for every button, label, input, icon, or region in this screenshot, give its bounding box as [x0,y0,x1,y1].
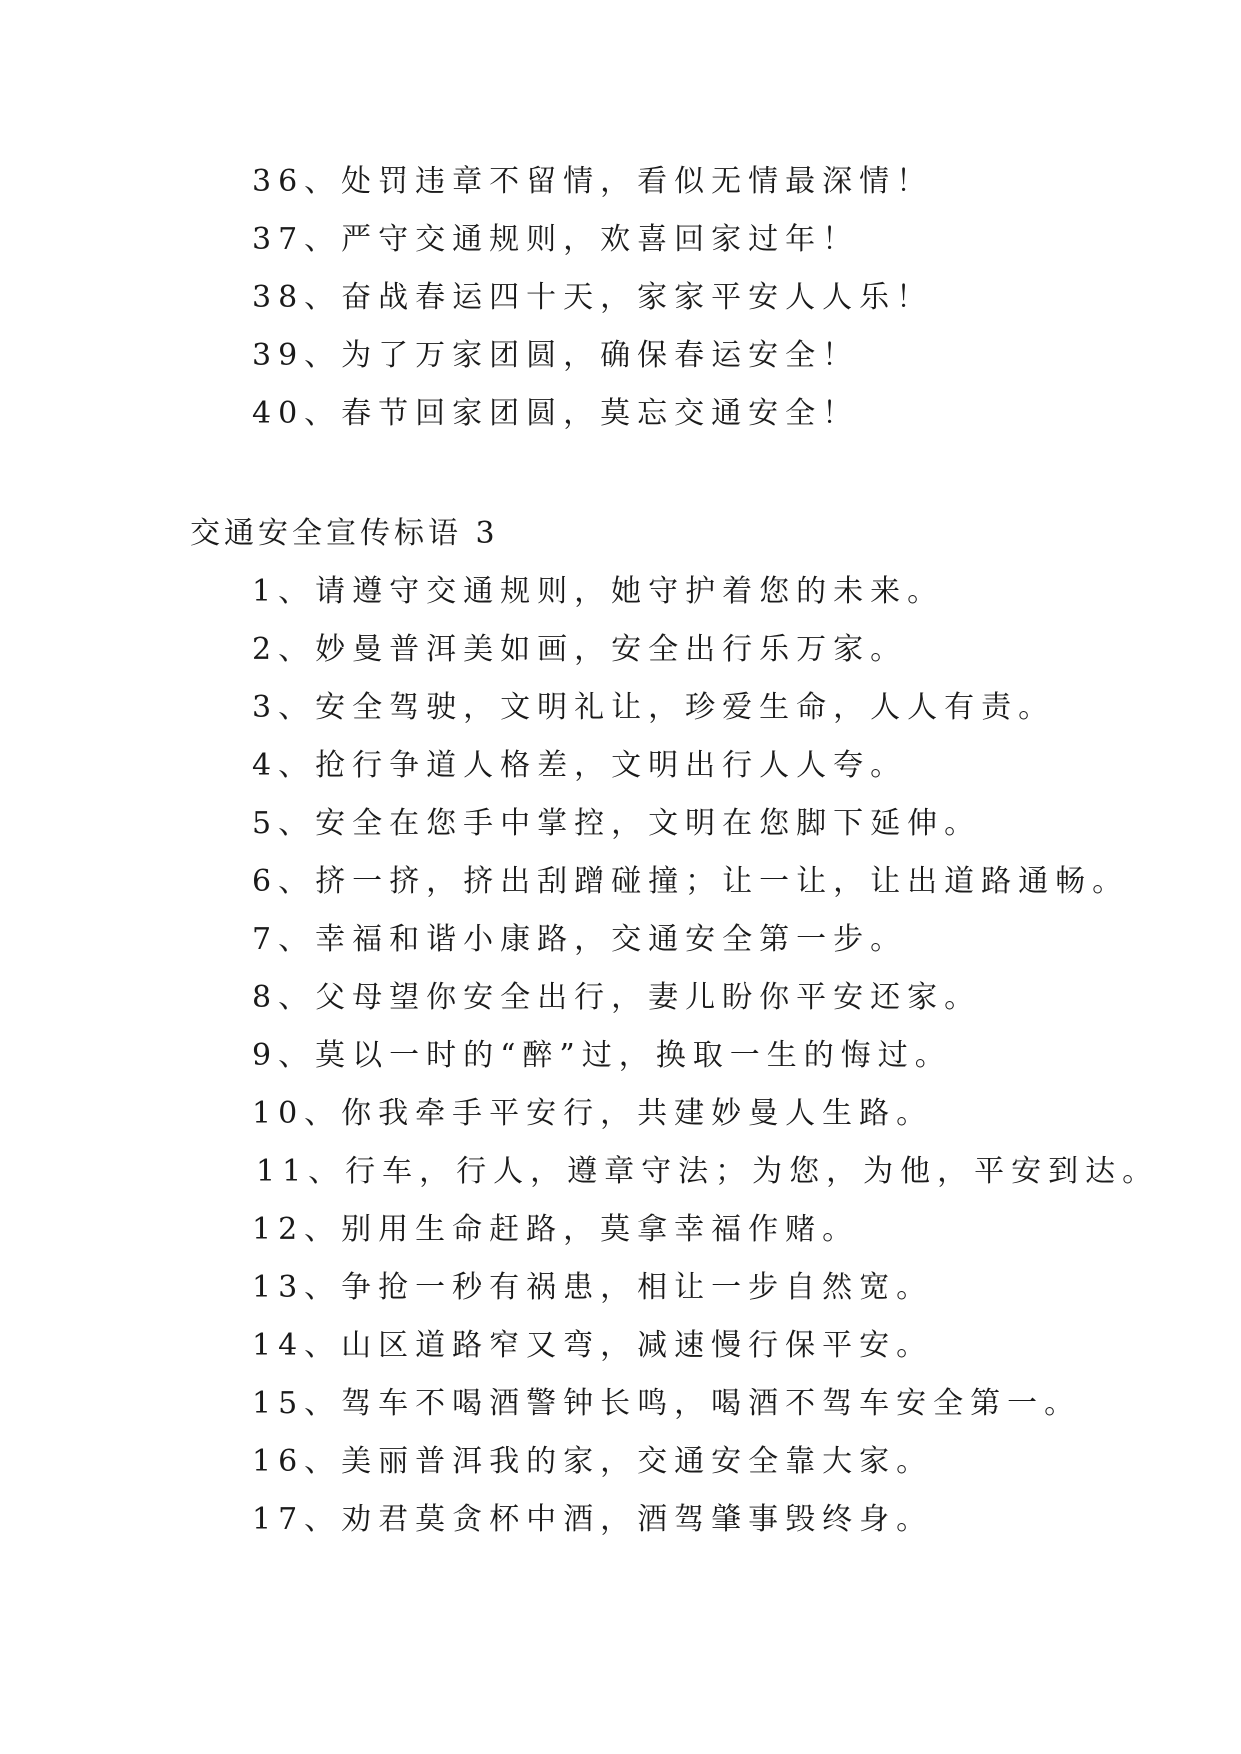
list-item: 39、为了万家团圆，确保春运安全！ [252,338,860,373]
list-item: 11、行车，行人，遵章守法；为您，为他，平安到达。 [256,1154,1160,1189]
list-item: 5、安全在您手中掌控，文明在您脚下延伸。 [252,806,982,841]
list-item: 10、你我牵手平安行，共建妙曼人生路。 [252,1096,934,1131]
list-item: 6、挤一挤，挤出刮蹭碰撞；让一让，让出道路通畅。 [252,864,1130,899]
list-item: 14、山区道路窄又弯，减速慢行保平安。 [252,1328,934,1363]
list-item: 16、美丽普洱我的家，交通安全靠大家。 [252,1444,934,1479]
list-item: 17、劝君莫贪杯中酒，酒驾肇事毁终身。 [252,1502,934,1537]
list-item: 8、父母望你安全出行，妻儿盼你平安还家。 [252,980,982,1015]
list-item: 1、请遵守交通规则，她守护着您的未来。 [252,574,945,609]
list-item: 13、争抢一秒有祸患，相让一步自然宽。 [252,1270,934,1305]
list-item: 3、安全驾驶，文明礼让，珍爱生命，人人有责。 [252,690,1056,725]
list-item: 36、处罚违章不留情，看似无情最深情！ [252,164,934,199]
list-item: 7、幸福和谐小康路，交通安全第一步。 [252,922,908,957]
list-item: 12、别用生命赶路，莫拿幸福作赌。 [252,1212,860,1247]
list-item: 4、抢行争道人格差，文明出行人人夸。 [252,748,908,783]
list-item: 2、妙曼普洱美如画，安全出行乐万家。 [252,632,908,667]
list-item: 15、驾车不喝酒警钟长鸣，喝酒不驾车安全第一。 [252,1386,1082,1421]
list-item: 40、春节回家团圆，莫忘交通安全！ [252,396,860,431]
list-item: 37、严守交通规则，欢喜回家过年！ [252,222,860,257]
list-item: 38、奋战春运四十天，家家平安人人乐！ [252,280,934,315]
list-item: 9、莫以一时的“醉”过，换取一生的悔过。 [252,1038,952,1073]
section-heading: 交通安全宣传标语 3 [190,516,499,551]
